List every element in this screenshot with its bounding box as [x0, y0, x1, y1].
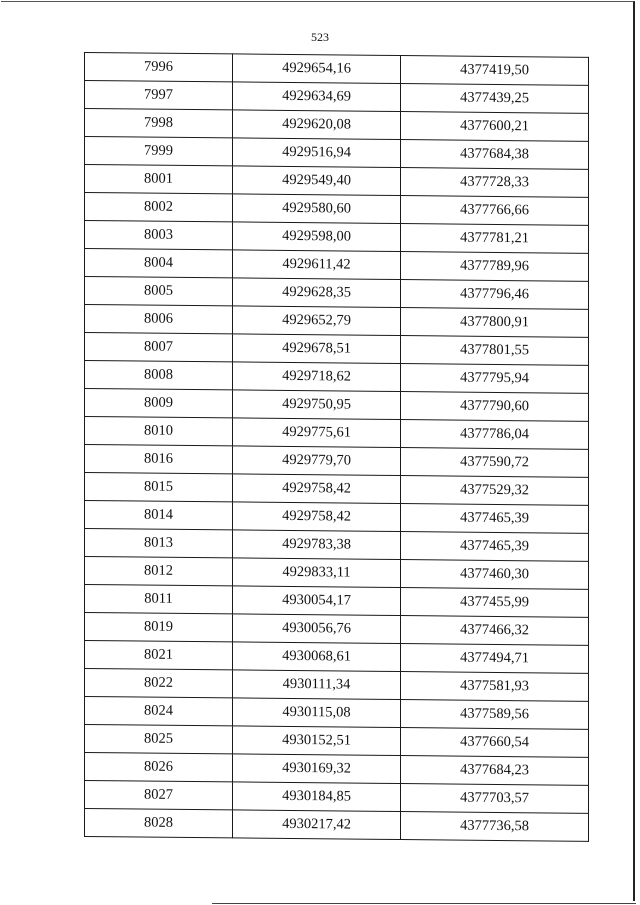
point-number-cell: 8009: [85, 389, 233, 418]
x-coordinate-cell: 4929750,95: [233, 390, 401, 420]
table-row: [85, 109, 589, 142]
y-coordinate-cell: 4377800,91: [401, 308, 589, 338]
x-coordinate-cell: 4929598,00: [233, 222, 401, 252]
x-coordinate-cell: 4930054,17: [233, 586, 401, 616]
y-coordinate-cell: 4377789,96: [401, 252, 589, 282]
x-coordinate-cell: 4930152,51: [233, 726, 401, 756]
y-coordinate-cell: 4377795,94: [401, 364, 589, 394]
y-coordinate-cell: 4377589,56: [401, 700, 589, 730]
point-number-cell: 8019: [85, 613, 233, 642]
y-coordinate-cell: 4377660,54: [401, 728, 589, 758]
point-number-cell: 8011: [85, 585, 233, 614]
table-row: [85, 53, 589, 86]
y-coordinate-cell: 4377766,66: [401, 196, 589, 226]
point-number-cell: 8027: [85, 781, 233, 810]
y-coordinate-cell: 4377790,60: [401, 392, 589, 422]
point-number-cell: 8010: [85, 417, 233, 446]
point-number-cell: 8024: [85, 697, 233, 726]
x-coordinate-cell: 4930184,85: [233, 782, 401, 812]
x-coordinate-cell: 4929718,62: [233, 362, 401, 392]
x-coordinate-cell: 4930068,61: [233, 642, 401, 672]
y-coordinate-cell: 4377786,04: [401, 420, 589, 450]
x-coordinate-cell: 4929654,16: [233, 54, 401, 84]
table-row: [85, 473, 589, 506]
y-coordinate-cell: 4377728,33: [401, 168, 589, 198]
point-number-cell: 7998: [85, 109, 233, 138]
x-coordinate-cell: 4929775,61: [233, 418, 401, 448]
table-row: [85, 613, 589, 646]
x-coordinate-cell: 4929678,51: [233, 334, 401, 364]
y-coordinate-cell: 4377494,71: [401, 644, 589, 674]
x-coordinate-cell: 4930217,42: [233, 810, 401, 840]
x-coordinate-cell: 4929758,42: [233, 474, 401, 504]
y-coordinate-cell: 4377455,99: [401, 588, 589, 618]
point-number-cell: 8013: [85, 529, 233, 558]
x-coordinate-cell: 4929611,42: [233, 250, 401, 280]
point-number-cell: 7996: [85, 53, 233, 82]
y-coordinate-cell: 4377590,72: [401, 448, 589, 478]
y-coordinate-cell: 4377465,39: [401, 532, 589, 562]
point-number-cell: 8003: [85, 221, 233, 250]
table-row: [85, 725, 589, 758]
table-row: [85, 753, 589, 786]
x-coordinate-cell: 4929620,08: [233, 110, 401, 140]
point-number-cell: 7997: [85, 81, 233, 110]
table-row: [85, 585, 589, 618]
y-coordinate-cell: 4377684,38: [401, 140, 589, 170]
y-coordinate-cell: 4377736,58: [401, 812, 589, 842]
table-row: [85, 165, 589, 198]
x-coordinate-cell: 4929549,40: [233, 166, 401, 196]
point-number-cell: 8008: [85, 361, 233, 390]
y-coordinate-cell: 4377581,93: [401, 672, 589, 702]
x-coordinate-cell: 4929779,70: [233, 446, 401, 476]
table-row: [85, 193, 589, 226]
point-number-cell: 7999: [85, 137, 233, 166]
table-row: [85, 529, 589, 562]
x-coordinate-cell: 4929634,69: [233, 82, 401, 112]
x-coordinate-cell: 4929580,60: [233, 194, 401, 224]
table-row: [85, 137, 589, 170]
table-row: [85, 781, 589, 814]
coordinates-table-body: [85, 53, 589, 842]
table-row: [85, 361, 589, 394]
point-number-cell: 8026: [85, 753, 233, 782]
point-number-cell: 8028: [85, 809, 233, 838]
point-number-cell: 8016: [85, 445, 233, 474]
table-row: [85, 81, 589, 114]
x-coordinate-cell: 4929516,94: [233, 138, 401, 168]
x-coordinate-cell: 4930111,34: [233, 670, 401, 700]
point-number-cell: 8014: [85, 501, 233, 530]
y-coordinate-cell: 4377419,50: [401, 56, 589, 86]
x-coordinate-cell: 4930056,76: [233, 614, 401, 644]
table-row: [85, 333, 589, 366]
y-coordinate-cell: 4377529,32: [401, 476, 589, 506]
point-number-cell: 8005: [85, 277, 233, 306]
table-row: [85, 809, 589, 842]
table-row: [85, 697, 589, 730]
y-coordinate-cell: 4377460,30: [401, 560, 589, 590]
point-number-cell: 8001: [85, 165, 233, 194]
table-row: [85, 669, 589, 702]
coordinates-table-wrapper: [84, 52, 588, 842]
y-coordinate-cell: 4377796,46: [401, 280, 589, 310]
x-coordinate-cell: 4929652,79: [233, 306, 401, 336]
table-row: [85, 445, 589, 478]
point-number-cell: 8022: [85, 669, 233, 698]
bottom-divider: [212, 903, 636, 904]
page-number: 523: [311, 30, 329, 44]
point-number-cell: 8012: [85, 557, 233, 586]
table-row: [85, 277, 589, 310]
table-row: [85, 305, 589, 338]
y-coordinate-cell: 4377439,25: [401, 84, 589, 114]
table-row: [85, 221, 589, 254]
x-coordinate-cell: 4929628,35: [233, 278, 401, 308]
table-row: [85, 249, 589, 282]
x-coordinate-cell: 4929758,42: [233, 502, 401, 532]
table-row: [85, 641, 589, 674]
point-number-cell: 8002: [85, 193, 233, 222]
y-coordinate-cell: 4377703,57: [401, 784, 589, 814]
x-coordinate-cell: 4930115,08: [233, 698, 401, 728]
point-number-cell: 8015: [85, 473, 233, 502]
y-coordinate-cell: 4377466,32: [401, 616, 589, 646]
y-coordinate-cell: 4377600,21: [401, 112, 589, 142]
y-coordinate-cell: 4377465,39: [401, 504, 589, 534]
y-coordinate-cell: 4377781,21: [401, 224, 589, 254]
point-number-cell: 8004: [85, 249, 233, 278]
y-coordinate-cell: 4377801,55: [401, 336, 589, 366]
point-number-cell: 8021: [85, 641, 233, 670]
table-row: [85, 557, 589, 590]
y-coordinate-cell: 4377684,23: [401, 756, 589, 786]
table-row: [85, 389, 589, 422]
point-number-cell: 8006: [85, 305, 233, 334]
point-number-cell: 8007: [85, 333, 233, 362]
x-coordinate-cell: 4929833,11: [233, 558, 401, 588]
coordinates-table: [84, 52, 589, 842]
x-coordinate-cell: 4929783,38: [233, 530, 401, 560]
table-row: [85, 501, 589, 534]
x-coordinate-cell: 4930169,32: [233, 754, 401, 784]
table-row: [85, 417, 589, 450]
point-number-cell: 8025: [85, 725, 233, 754]
